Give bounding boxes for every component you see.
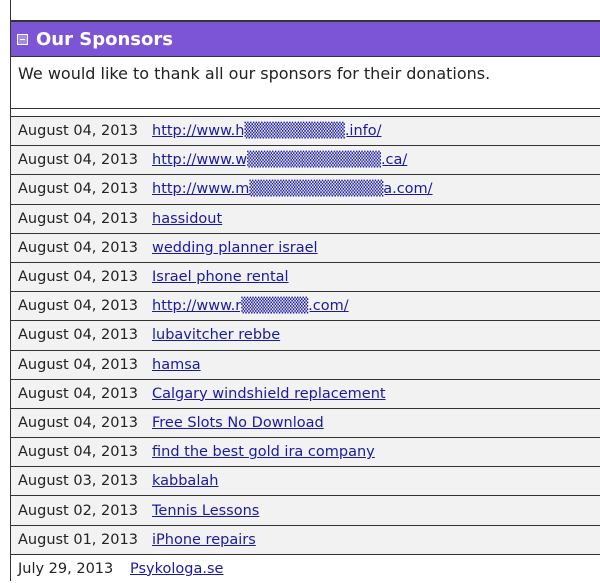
sponsor-row — [11, 554, 600, 583]
sponsor-date: August 04, 2013 — [18, 356, 138, 373]
sponsor-row — [11, 174, 600, 203]
sponsor-row — [11, 350, 600, 379]
sponsor-link[interactable]: Calgary windshield replacement — [152, 385, 386, 402]
sponsor-link[interactable]: Psykologa.se — [130, 560, 224, 577]
panel-title: Our Sponsors — [36, 28, 173, 50]
sponsor-link[interactable]: hassidout — [152, 210, 223, 227]
sponsor-row — [11, 145, 600, 174]
sponsor-row — [11, 437, 600, 466]
sponsor-link[interactable]: Israel phone rental — [152, 269, 289, 286]
sponsor-link[interactable]: Tennis Lessons — [152, 502, 260, 519]
sponsor-link[interactable]: hamsa — [152, 356, 201, 373]
sponsor-date: August 04, 2013 — [18, 327, 138, 344]
sponsor-row — [11, 262, 600, 291]
previous-box-bottom — [10, 0, 600, 21]
sponsors-panel — [10, 21, 600, 581]
sponsor-date: July 29, 2013 — [18, 560, 114, 577]
sponsor-row — [11, 379, 600, 408]
sponsor-date: August 04, 2013 — [18, 239, 138, 256]
sponsors-intro-text: We would like to thank all our sponsors for their donations. — [11, 57, 600, 109]
sponsor-date: August 02, 2013 — [18, 502, 138, 519]
sponsor-link[interactable]: Free Slots No Download — [152, 414, 324, 431]
sponsor-date: August 04, 2013 — [18, 385, 138, 402]
sponsor-date: August 04, 2013 — [18, 181, 138, 198]
sponsor-date: August 04, 2013 — [18, 152, 138, 169]
sponsor-row — [11, 116, 600, 145]
sponsor-date: August 04, 2013 — [18, 444, 138, 461]
sponsor-link[interactable]: http://www.w▒▒▒▒▒▒▒▒▒▒▒▒.ca/ — [152, 152, 408, 169]
sponsor-row — [11, 466, 600, 495]
sponsor-link[interactable]: lubavitcher rebbe — [152, 327, 281, 344]
sponsor-date: August 04, 2013 — [18, 210, 138, 227]
sponsor-date: August 04, 2013 — [18, 123, 138, 140]
sponsor-link[interactable]: kabbalah — [152, 473, 219, 490]
sponsor-date: August 01, 2013 — [18, 531, 138, 548]
sponsor-row — [11, 320, 600, 349]
sponsor-link[interactable]: http://www.m▒▒▒▒▒▒▒▒▒▒▒▒a.com/ — [152, 181, 433, 198]
sponsor-date: August 04, 2013 — [18, 414, 138, 431]
sponsor-date: August 03, 2013 — [18, 473, 138, 490]
sponsor-row — [11, 233, 600, 262]
sponsor-link[interactable]: find the best gold ira company — [152, 444, 375, 461]
sponsor-row — [11, 204, 600, 233]
sponsor-link[interactable]: http://www.r▒▒▒▒▒▒.com/ — [152, 298, 349, 315]
sponsor-row — [11, 408, 600, 437]
sponsor-row — [11, 291, 600, 320]
sponsor-link[interactable]: wedding planner israel — [152, 239, 318, 256]
sponsor-row — [11, 525, 600, 554]
sponsor-date: August 04, 2013 — [18, 298, 138, 315]
sponsor-link[interactable]: http://www.h▒▒▒▒▒▒▒▒▒.info/ — [152, 123, 382, 140]
sponsor-link[interactable]: iPhone repairs — [152, 531, 256, 548]
collapse-minus-icon[interactable] — [17, 34, 28, 45]
sponsor-date: August 04, 2013 — [18, 269, 138, 286]
sponsor-row — [11, 495, 600, 524]
sponsor-list — [11, 116, 600, 583]
sponsors-panel-header[interactable] — [11, 21, 600, 57]
